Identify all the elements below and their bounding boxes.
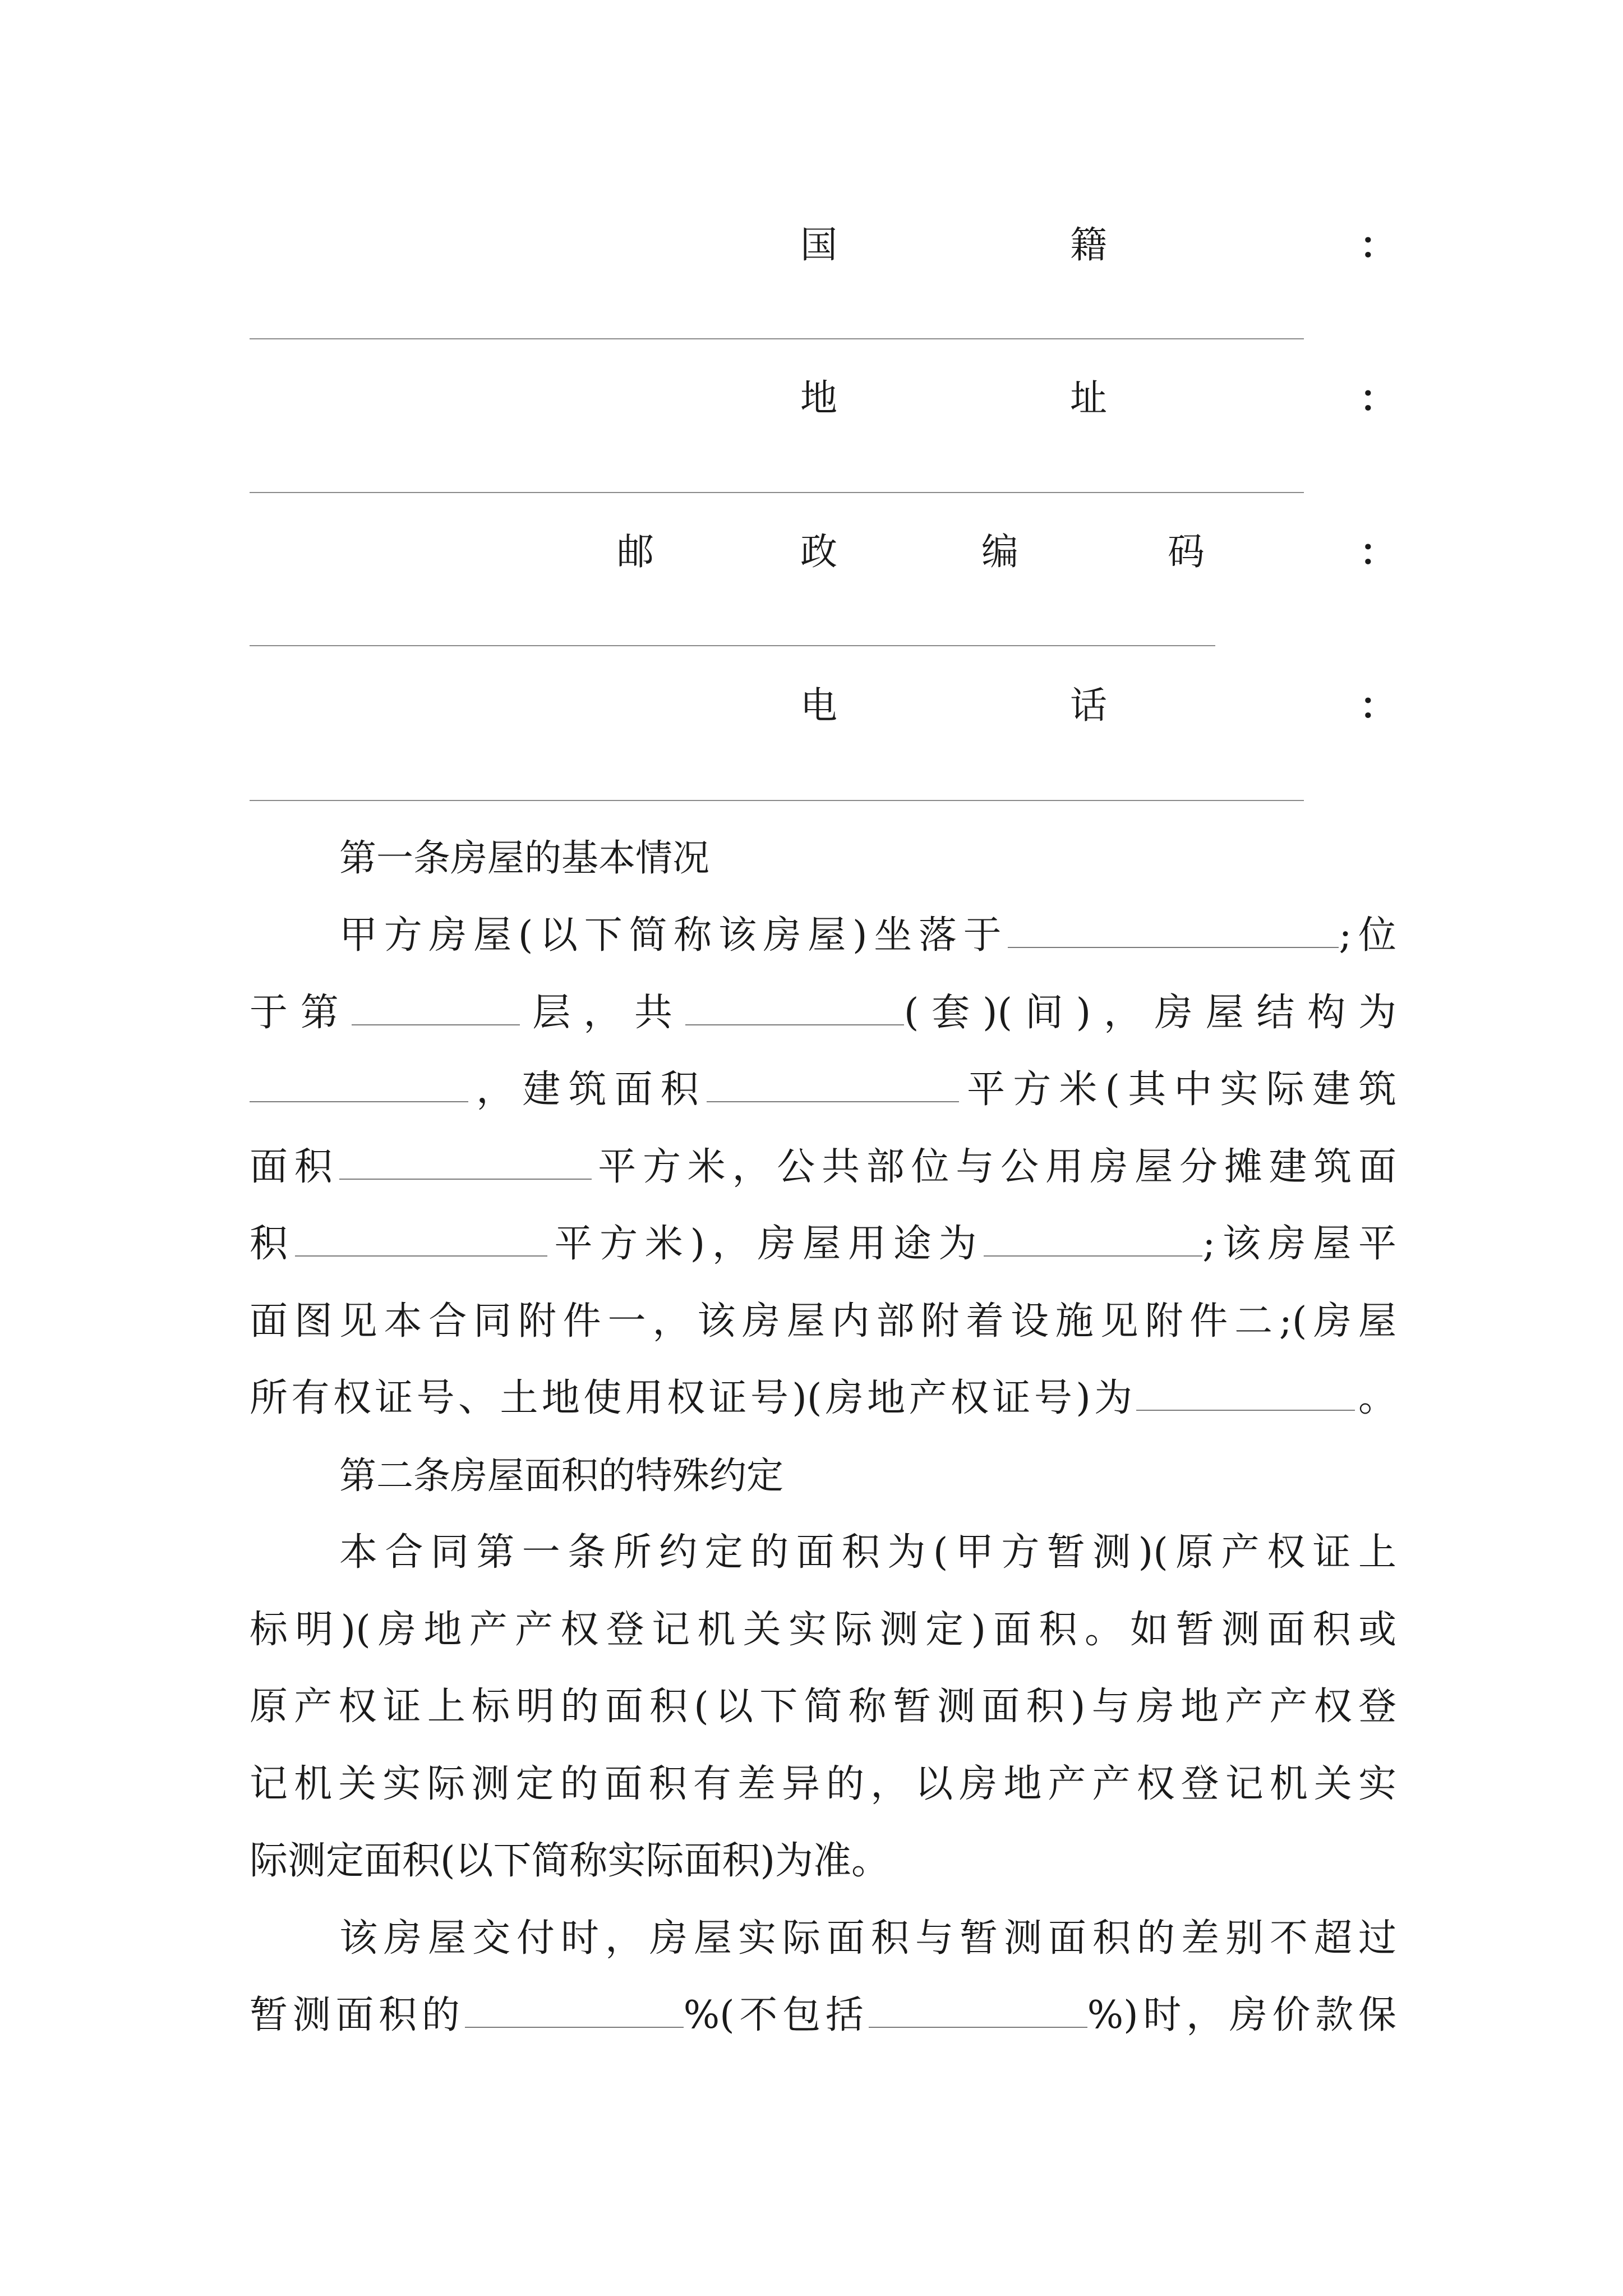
article1-line2-text-c: (套)(间)，房屋结构为 — [903, 991, 1396, 1035]
area-tolerance-exclusive-blank[interactable] — [869, 1993, 1087, 2028]
article2-para2-line-1: 该房屋交付时，房屋实际面积与暂测面积的差别不超过 — [339, 1916, 1396, 1961]
building-area-blank[interactable] — [707, 1068, 959, 1102]
nationality-field — [250, 223, 1396, 268]
article2-heading: 第二条房屋面积的特殊约定 — [339, 1454, 783, 1497]
article2-para2-line-2 — [250, 1993, 1396, 2038]
article2-para1-line-1: 本合同第一条所约定的面积为(甲方暂测)(原产权证上 — [339, 1530, 1396, 1575]
phone-field — [250, 683, 1396, 728]
article1-line1-text-a: 甲方房屋(以下简称该房屋)坐落于 — [339, 913, 1008, 958]
article2-para2-line2-text-a: 暂测面积的 — [250, 1993, 465, 2037]
article1-line-7 — [250, 1376, 1396, 1421]
floor-number-blank[interactable] — [352, 991, 520, 1025]
article1-line4-text-b: 平方米，公共部位与公用房屋分摊建筑面 — [591, 1145, 1396, 1189]
article2-para2-line2-text-b: %(不包括 — [683, 1993, 869, 2037]
nationality-label-char-1: 国 — [800, 223, 837, 266]
actual-building-area-blank[interactable] — [339, 1145, 592, 1180]
article2-para1-line-4: 记机关实际测定的面积有差异的，以房地产产权登记机关实 — [250, 1762, 1396, 1806]
postal-code-blank-line[interactable] — [250, 645, 1215, 646]
article1-line3-text-b: 平方米(其中实际建筑 — [958, 1068, 1396, 1112]
unit-count-blank[interactable] — [685, 991, 904, 1025]
phone-colon: ： — [1359, 684, 1396, 728]
article1-line2-text-b: 层，共 — [519, 991, 685, 1035]
article2-para1-line-2: 标明)(房地产产权登记机关实际测定)面积。如暂测面积或 — [250, 1608, 1396, 1652]
address-label-char-2: 址 — [1070, 376, 1107, 420]
postal-code-label-char-3: 编 — [981, 530, 1018, 573]
postal-code-field — [250, 530, 1396, 574]
article2-para2-line2-text-c: %)时，房价款保 — [1087, 1993, 1396, 2037]
address-field — [250, 376, 1396, 421]
article1-line5-text-c: ;该房屋平 — [1202, 1222, 1396, 1266]
article1-line-5 — [250, 1222, 1396, 1267]
phone-blank-line[interactable] — [250, 800, 1304, 801]
nationality-colon: ： — [1359, 223, 1396, 267]
article2-para1-line-3: 原产权证上标明的面积(以下简称暂测面积)与房地产产权登 — [250, 1685, 1396, 1729]
article1-line7-text-b: 。 — [1354, 1376, 1396, 1420]
article2-para1-line-5: 际测定面积(以下简称实际面积)为准。 — [250, 1839, 890, 1883]
property-use-blank[interactable] — [984, 1222, 1202, 1257]
article1-line-3 — [250, 1068, 1396, 1112]
article1-line-6: 面图见本合同附件一，该房屋内部附着设施见附件二;(房屋 — [250, 1299, 1396, 1343]
article1-line-2 — [250, 991, 1396, 1036]
certificate-number-blank[interactable] — [1136, 1376, 1355, 1411]
article1-line4-text-a: 面积 — [250, 1145, 339, 1189]
article1-line5-text-a: 积 — [250, 1222, 295, 1266]
nationality-label-char-2: 籍 — [1070, 223, 1107, 266]
structure-type-blank[interactable] — [250, 1068, 468, 1102]
article1-heading: 第一条房屋的基本情况 — [339, 836, 709, 880]
nationality-blank-line[interactable] — [250, 338, 1304, 339]
shared-area-blank[interactable] — [295, 1222, 547, 1257]
article1-line-4 — [250, 1145, 1396, 1190]
article1-line1-text-b: ;位 — [1339, 913, 1396, 958]
area-tolerance-blank[interactable] — [465, 1993, 684, 2028]
article1-line7-text-a: 所有权证号、土地使用权证号)(房地产权证号)为 — [250, 1376, 1136, 1420]
article1-line2-text-a: 于第 — [250, 991, 352, 1035]
postal-code-label-char-1: 邮 — [617, 530, 654, 573]
phone-label-char-1: 电 — [800, 684, 837, 727]
article1-line3-text-a: ，建筑面积 — [468, 1068, 707, 1112]
address-label-char-1: 地 — [800, 376, 837, 420]
property-location-blank[interactable] — [1008, 913, 1339, 948]
postal-code-label-char-2: 政 — [800, 530, 837, 573]
article1-line-1 — [339, 913, 1396, 958]
address-blank-line[interactable] — [250, 492, 1304, 493]
postal-code-label-char-4: 码 — [1168, 530, 1205, 573]
postal-code-colon: ： — [1359, 530, 1396, 574]
address-colon: ： — [1359, 376, 1396, 420]
phone-label-char-2: 话 — [1070, 684, 1107, 727]
article1-line5-text-b: 平方米)，房屋用途为 — [547, 1222, 984, 1266]
